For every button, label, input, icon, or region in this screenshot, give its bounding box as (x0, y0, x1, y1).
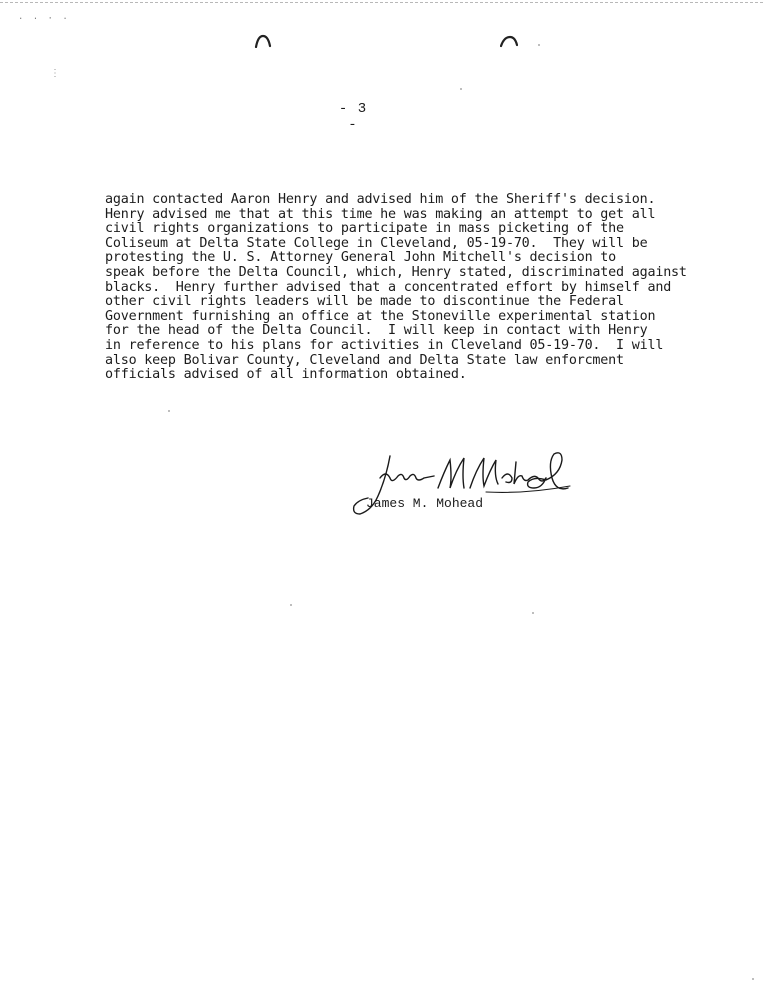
scan-speck (168, 410, 170, 412)
scan-artifact: ⋮ (50, 69, 60, 80)
signer-name: James M. Mohead (366, 496, 484, 511)
body-line: also keep Bolivar County, Cleveland and Delta State law enforcment (105, 352, 624, 368)
scan-speck (532, 612, 534, 614)
page-top-edge (0, 2, 763, 3)
memo-body-paragraph (105, 192, 687, 383)
scan-speck (290, 604, 292, 606)
body-line: civil rights organizations to participate in mass picketing of the (105, 221, 624, 237)
body-line: again contacted Aaron Henry and advised him of the Sheriff's decision. (105, 192, 656, 207)
body-line: Coliseum at Delta State College in Cleveland, 05-19-70. They will be (105, 235, 648, 251)
page-number: - 3 - (338, 101, 368, 133)
body-line: Henry advised me that at this time he was making an attempt to get all (105, 206, 656, 222)
punch-hole-mark-right (500, 34, 518, 48)
scan-speck (752, 978, 754, 980)
scan-speck (460, 88, 462, 90)
scan-speck (538, 44, 540, 46)
body-line: other civil rights leaders will be made to discontinue the Federal (105, 294, 624, 310)
scan-artifact: · · ⋅ · (18, 14, 70, 24)
punch-hole-mark-left (254, 34, 272, 48)
body-line: in reference to his plans for activities in Cleveland 05-19-70. I will (105, 337, 664, 353)
body-line: Government furnishing an office at the Stoneville experimental station (105, 308, 656, 324)
body-line: protesting the U. S. Attorney General John Mitchell's decision to (105, 250, 617, 266)
body-line: blacks. Henry further advised that a concentrated effort by himself and (105, 279, 672, 295)
body-line: for the head of the Delta Council. I will keep in contact with Henry (105, 323, 648, 339)
body-line: officials advised of all information obtained. (105, 367, 467, 383)
body-line: speak before the Delta Council, which, Henry stated, discriminated against (105, 264, 687, 280)
